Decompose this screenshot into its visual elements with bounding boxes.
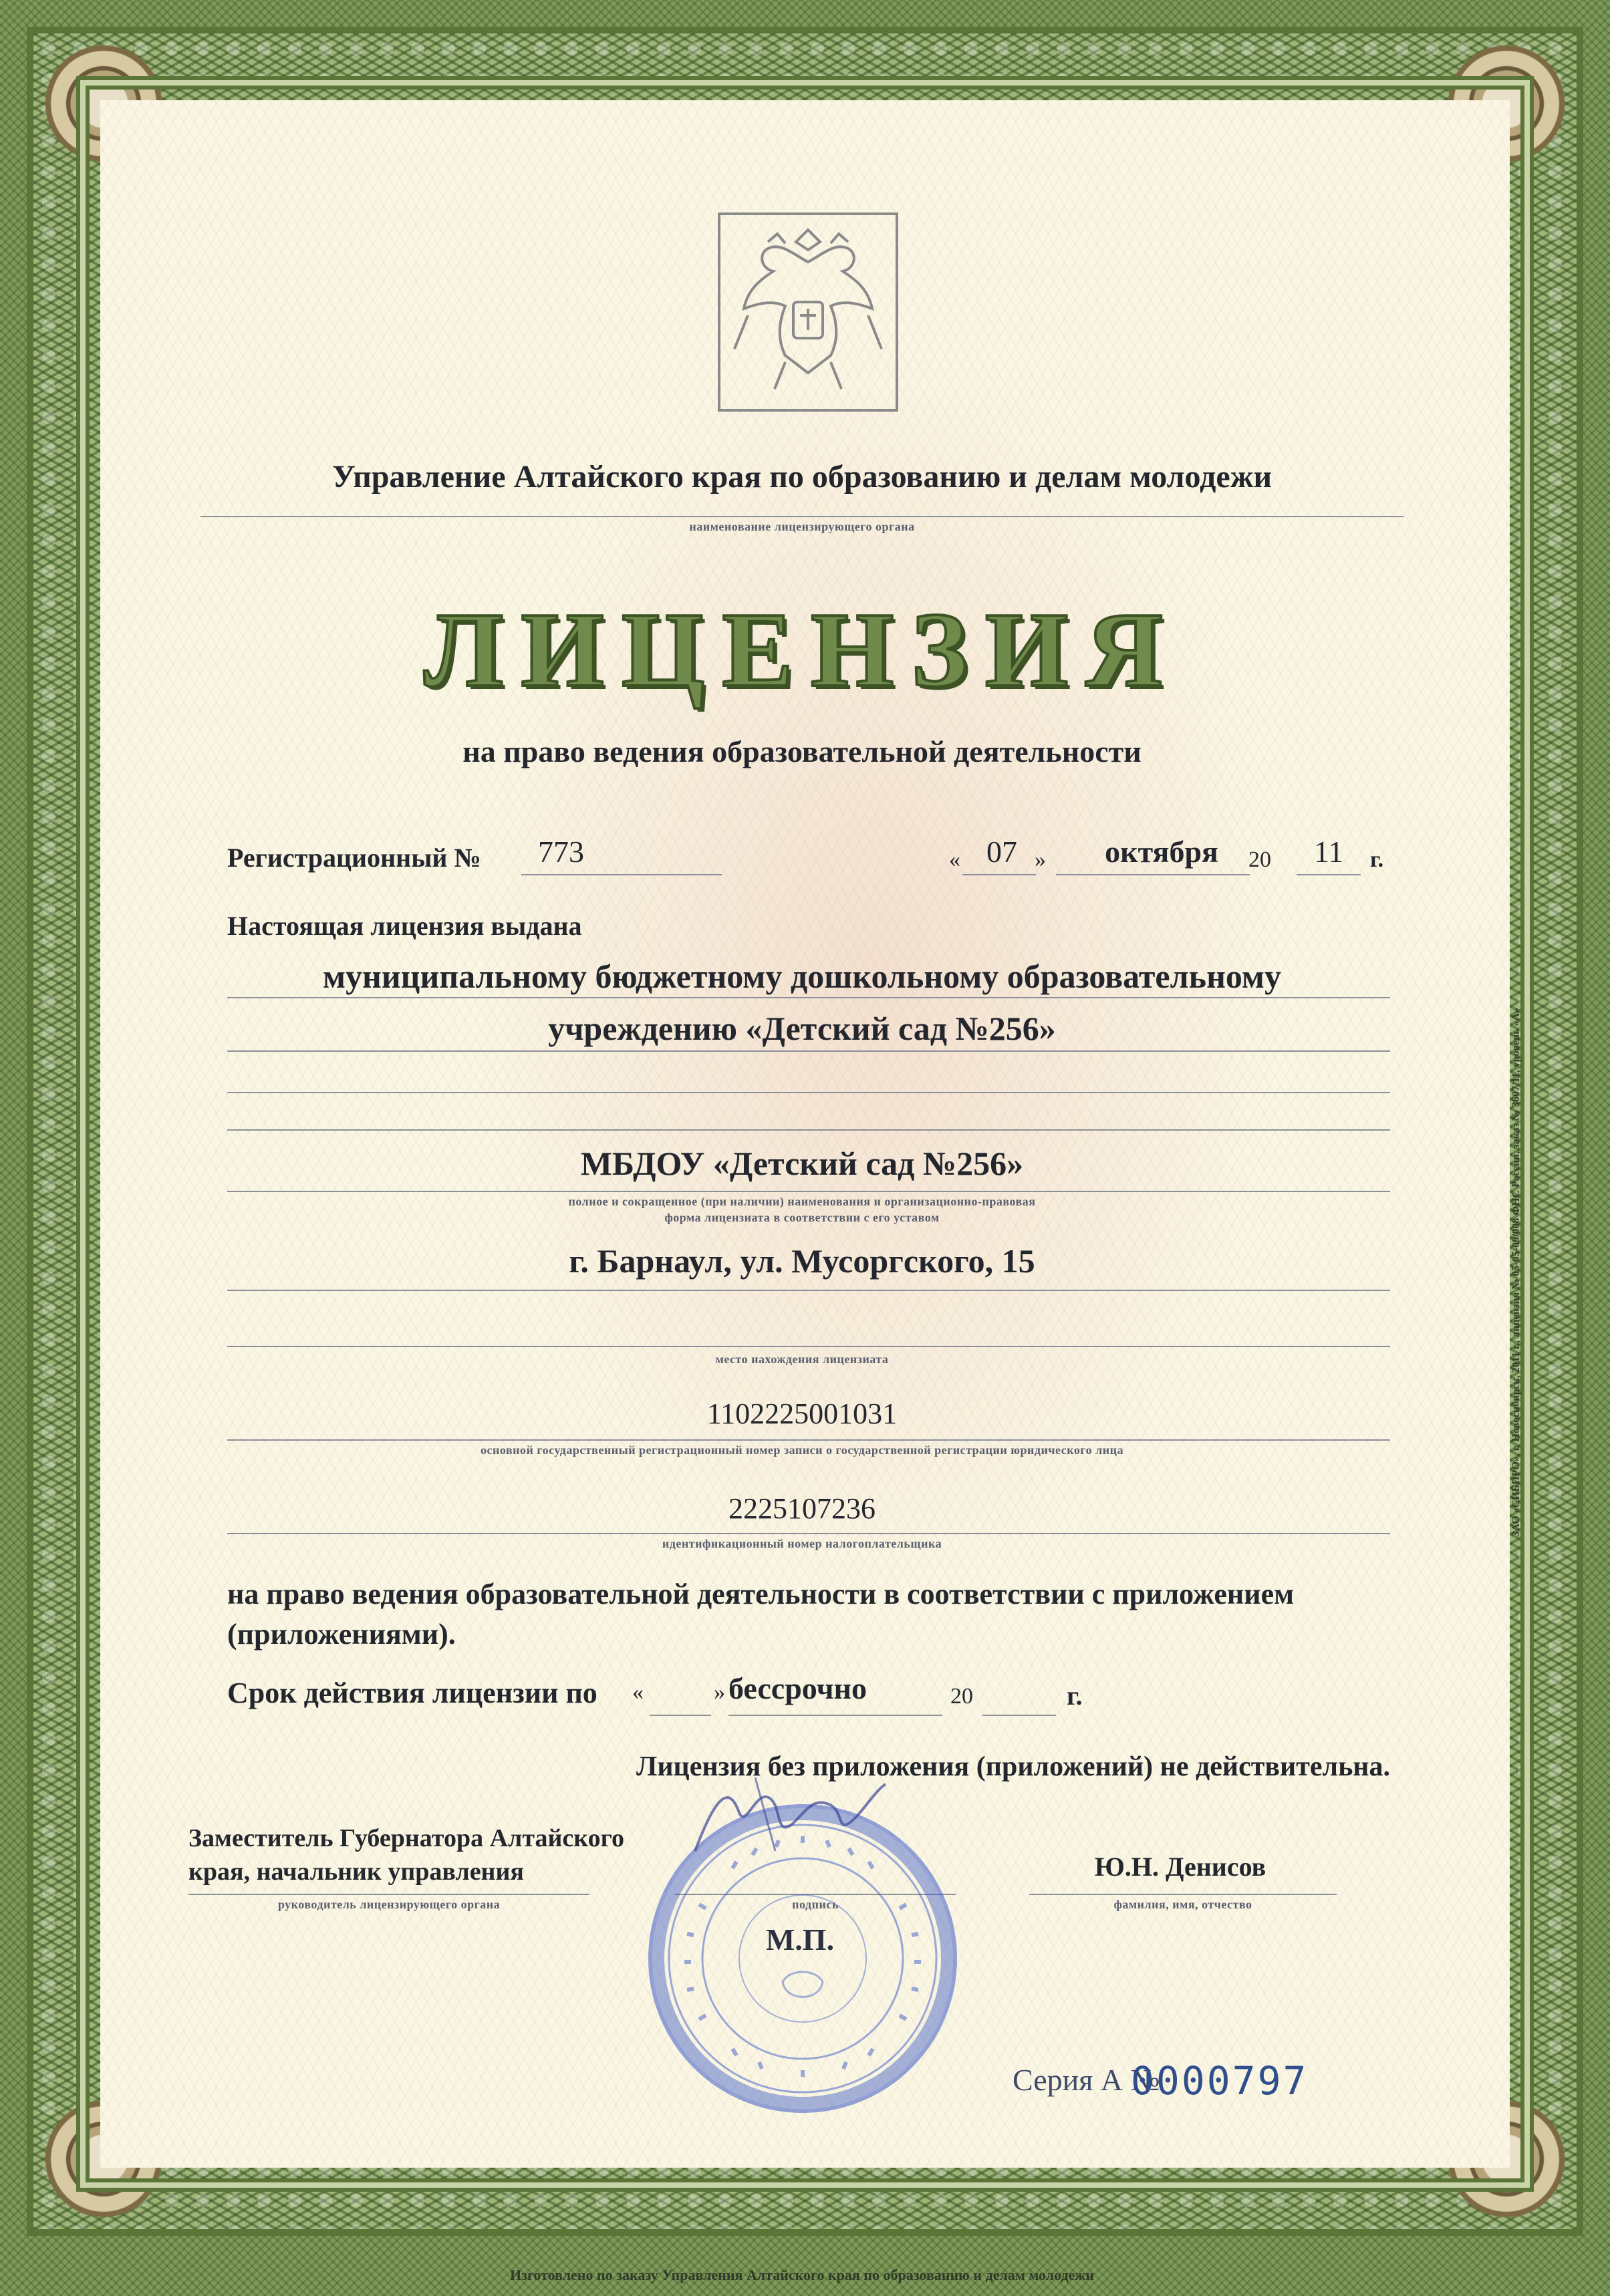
invalid-without-appendix-note: Лицензия без приложения (приложений) не действительна. [636, 1751, 1390, 1782]
signer-name: Ю.Н. Денисов [1094, 1852, 1266, 1882]
seal-mark: М.П. [765, 1922, 835, 1957]
underline [521, 874, 722, 875]
underline [227, 997, 1390, 998]
double-headed-eagle-icon [720, 215, 896, 409]
handwritten-signature [675, 1771, 896, 1871]
underline [728, 1715, 942, 1716]
address-hint: место нахождения лицензиата [715, 1352, 889, 1366]
license-purpose-line2: (приложениями). [227, 1618, 456, 1651]
ogrn-hint: основной государственный регистрационный номер записи о государственной регистрации юридического лица [481, 1443, 1123, 1457]
underline [962, 874, 1036, 875]
licensee-short-name: МБДОУ «Детский сад №256» [580, 1145, 1024, 1182]
registration-year-suffix: г. [1370, 847, 1384, 872]
validity-value: бессрочно [728, 1671, 867, 1705]
license-purpose-line1: на право ведения образовательной деятельности в соответствии с приложением [227, 1578, 1295, 1610]
underline [227, 1346, 1390, 1347]
document-subtitle: на право ведения образовательной деятельности [462, 734, 1142, 768]
licensee-full-name-line1: муниципальному бюджетному дошкольному образовательному [323, 958, 1281, 995]
licensee-full-name-line2: учреждению «Детский сад №256» [548, 1010, 1056, 1047]
registration-month: октября [1105, 835, 1218, 869]
underline [1029, 1894, 1337, 1895]
coat-of-arms-emblem [718, 212, 898, 412]
underline [200, 516, 1403, 517]
license-purpose [227, 1574, 1390, 1655]
underline [982, 1715, 1056, 1716]
licensing-authority-name: Управление Алтайского края по образованию и делам молодежи [331, 459, 1272, 494]
inn-hint: идентификационный номер налогоплательщика [662, 1537, 942, 1550]
signer-position [188, 1822, 696, 1888]
registration-year-prefix: 20 [1248, 847, 1271, 872]
underline [650, 1715, 711, 1716]
name-hint-line1: полное и сокращенное (при наличии) наименования и организационно-правовая [568, 1195, 1036, 1208]
underline [227, 1129, 1390, 1131]
series-number: 0000797 [1131, 2058, 1309, 2104]
issued-to-label: Настоящая лицензия выдана [227, 911, 582, 941]
underline [227, 1533, 1390, 1534]
underline [1056, 874, 1250, 875]
registration-day: 07 [986, 835, 1017, 869]
signer-position-line1: Заместитель Губернатора Алтайского [188, 1824, 624, 1852]
series-label: Серия А № [1013, 2063, 1160, 2097]
validity-year-suffix: г. [1067, 1681, 1083, 1711]
ogrn-number: 1102225001031 [706, 1397, 898, 1430]
registration-year: 11 [1314, 835, 1344, 869]
footer-note: Изготовлено по заказу Управления Алтайского края по образованию и делам молодежи [510, 2267, 1094, 2283]
name-hint-line2: форма лицензиата в соответствии с его уставом [664, 1211, 940, 1224]
validity-year-prefix: 20 [950, 1684, 973, 1709]
inn-number: 2225107236 [728, 1492, 876, 1525]
underline [227, 1050, 1390, 1052]
signer-name-hint: фамилия, имя, отчество [1113, 1898, 1252, 1911]
underline [227, 1092, 1390, 1093]
underline [227, 1191, 1390, 1192]
validity-label: Срок действия лицензии по [227, 1677, 597, 1709]
underline [1297, 874, 1361, 875]
date-quote-open: « [949, 847, 960, 872]
underline [188, 1894, 589, 1895]
registration-label: Регистрационный № [227, 843, 481, 873]
licensee-full-name [200, 950, 1403, 1054]
signature-hint: подпись [792, 1898, 839, 1911]
signer-position-line2: края, начальник управления [188, 1858, 524, 1886]
registration-number: 773 [538, 835, 584, 869]
position-hint: руководитель лицензирующего органа [277, 1898, 501, 1911]
validity-quote-close: » [714, 1680, 725, 1705]
underline [227, 1439, 1390, 1441]
licensee-address: г. Барнаул, ул. Мусоргского, 15 [569, 1242, 1035, 1280]
authority-hint: наименование лицензирующего органа [689, 520, 915, 533]
validity-quote-open: « [632, 1680, 644, 1705]
date-quote-close: » [1035, 847, 1046, 872]
printer-note: ЗАО «СИБПРО», г. Новосибирск, 2011 г., лицензия № 05-05-09/008 ФНС России, заказ № 3607/11, уровень «А» [1510, 1007, 1522, 1537]
underline [227, 1290, 1390, 1291]
document-title: ЛИЦЕНЗИЯ [424, 590, 1180, 709]
